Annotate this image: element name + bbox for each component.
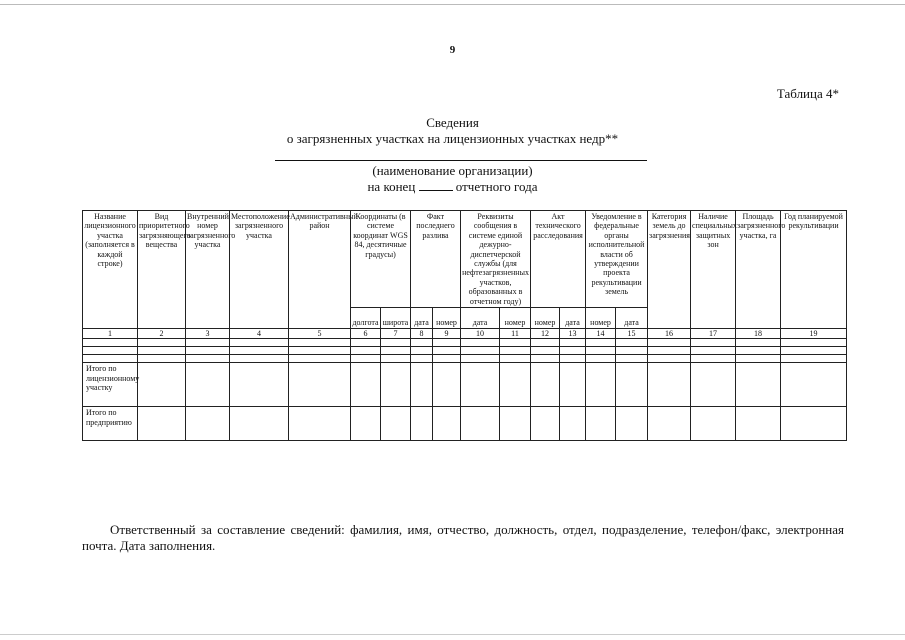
subheader-latitude: широта — [381, 308, 411, 329]
period-prefix: на конец — [367, 179, 419, 194]
period-suffix: отчетного года — [452, 179, 538, 194]
subheader-act-number: номер — [531, 308, 560, 329]
column-number: 8 — [411, 329, 433, 339]
header-internal-number: Внутренний номер загрязненного участка — [186, 211, 230, 329]
responsible-person-note: Ответственный за составление сведений: фамилия, имя, отчество, должность, отдел, подразделение, телефон/факс, электронная почта. Дата заполнения. — [82, 522, 844, 553]
column-number: 18 — [736, 329, 781, 339]
header-reclamation-year: Год планируемой рекультивации — [781, 211, 847, 329]
column-number: 3 — [186, 329, 230, 339]
column-number-row — [83, 329, 847, 339]
organization-caption: (наименование организации) — [372, 163, 533, 178]
column-number: 1 — [83, 329, 138, 339]
report-table — [82, 210, 847, 441]
column-number: 16 — [648, 329, 691, 339]
data-row-empty — [83, 355, 847, 363]
subheader-longitude: долгота — [351, 308, 381, 329]
header-protected-zones: Наличие специальных защитных зон — [691, 211, 736, 329]
header-message-details: Реквизиты сообщения в системе единой дежурно-диспетчерской службы (для нефтезагрязненных участков, образованных в отчетном году) — [462, 212, 529, 306]
total-enterprise-row — [83, 407, 847, 441]
subheader-spill-number: номер — [433, 308, 461, 329]
column-number: 10 — [461, 329, 500, 339]
column-number: 13 — [560, 329, 586, 339]
header-last-spill: Факт последнего разлива — [411, 211, 461, 308]
organization-name-line — [275, 160, 647, 161]
subheader-message-number: номер — [500, 308, 531, 329]
subheader-notice-date: дата — [616, 308, 648, 329]
header-pollutant-type: Вид приоритетного загрязняющего вещества — [138, 211, 186, 329]
data-row-empty — [83, 347, 847, 355]
column-number: 19 — [781, 329, 847, 339]
data-row-empty — [83, 339, 847, 347]
row-label-total-enterprise: Итого по предприятию — [83, 407, 138, 441]
title-heading: Сведения — [426, 115, 479, 130]
column-number: 9 — [433, 329, 461, 339]
header-investigation-act: Акт технического расследования — [531, 211, 586, 308]
subheader-spill-date: дата — [411, 308, 433, 329]
header-land-category: Категория земель до загрязнения — [648, 211, 691, 329]
column-number: 4 — [230, 329, 289, 339]
reporting-period — [0, 179, 905, 195]
column-number: 15 — [616, 329, 648, 339]
column-number: 14 — [586, 329, 616, 339]
subheader-notice-number: номер — [586, 308, 616, 329]
column-number: 11 — [500, 329, 531, 339]
subheader-message-date: дата — [461, 308, 500, 329]
scan-edge-bottom — [0, 634, 905, 635]
total-license-area-row — [83, 363, 847, 407]
subheader-act-date: дата — [560, 308, 586, 329]
header-location: Местоположение загрязненного участка — [230, 211, 289, 329]
column-number: 5 — [289, 329, 351, 339]
table-label: Таблица 4* — [776, 86, 839, 101]
header-row — [83, 211, 847, 308]
header-admin-district: Административный район — [289, 211, 351, 329]
column-number: 2 — [138, 329, 186, 339]
row-label-total-license-area: Итого по лицензионному участку — [83, 363, 138, 407]
column-number: 6 — [351, 329, 381, 339]
header-coordinates: Координаты (в системе координат WGS 84, десятичные градусы) — [351, 211, 411, 308]
header-license-area: Название лицензионного участка (заполняется в каждой строке) — [83, 211, 138, 329]
header-notification: Уведомление в федеральные органы исполнительной власти об утверждении проекта рекультивации земель — [586, 211, 648, 308]
title-subheading: о загрязненных участках на лицензионных участках недр** — [286, 131, 619, 146]
year-blank — [419, 179, 453, 191]
header-area-ha: Площадь загрязненного участка, га — [736, 211, 781, 329]
scan-edge-top — [0, 4, 905, 5]
column-number: 7 — [381, 329, 411, 339]
column-number: 12 — [531, 329, 560, 339]
column-number: 17 — [691, 329, 736, 339]
page-number: 9 — [449, 44, 456, 56]
